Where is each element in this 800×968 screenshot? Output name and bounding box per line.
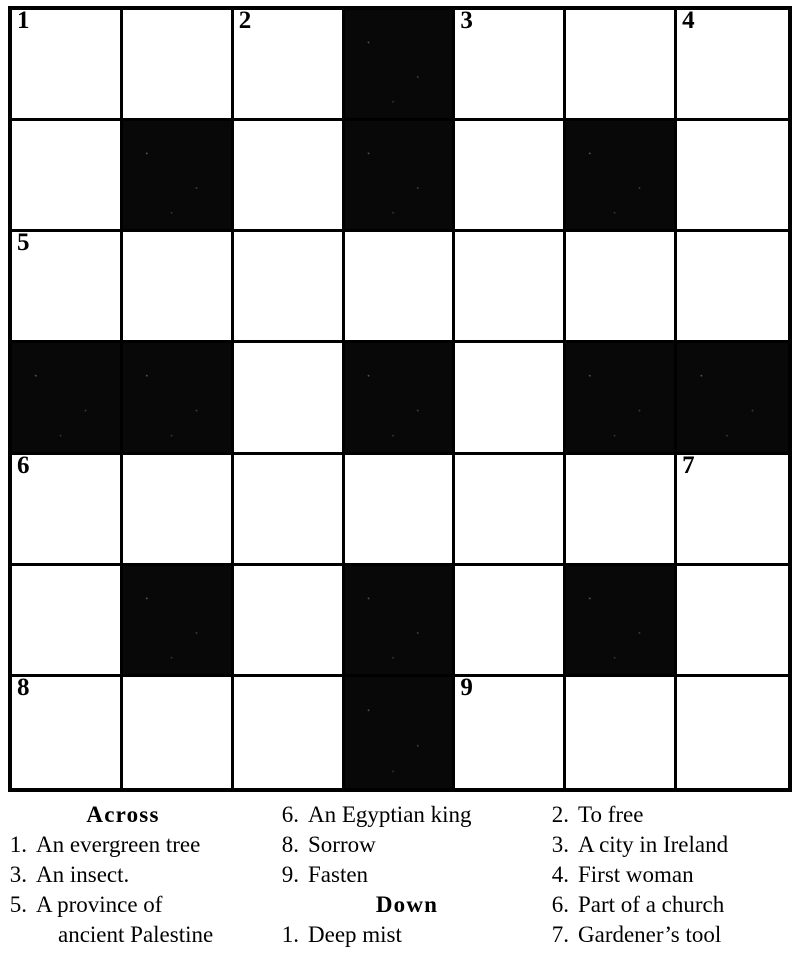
crossword-grid-container (8, 6, 792, 792)
grid-cell[interactable] (345, 455, 456, 566)
clue-text: An Egyptian king (308, 802, 472, 827)
clue-text: An evergreen tree (36, 831, 201, 857)
clue-item (274, 920, 540, 950)
clue-text: First woman (578, 861, 694, 887)
clue-text: Part of a church (578, 891, 725, 917)
grid-block-cell (123, 566, 234, 677)
clue-item (274, 830, 540, 860)
cell-number: 5 (17, 229, 29, 257)
grid-block-cell (566, 121, 677, 232)
clue-text: Gardener’s tool (578, 921, 722, 947)
grid-block-cell (345, 121, 456, 232)
grid-cell[interactable] (345, 232, 456, 343)
grid-cell[interactable] (566, 10, 677, 121)
grid-block-cell (12, 343, 123, 454)
grid-cell[interactable] (234, 455, 345, 566)
grid-cell[interactable] (234, 232, 345, 343)
clues-column-two (270, 800, 540, 968)
grid-cell[interactable] (677, 451, 788, 566)
clue-text: An insect. (36, 861, 130, 887)
grid-cell[interactable] (123, 455, 234, 566)
grid-cell[interactable] (455, 455, 566, 566)
clue-item (544, 890, 800, 920)
clue-number: 9. (281, 861, 299, 887)
grid-block-cell (345, 343, 456, 454)
clue-number: 3. (9, 861, 27, 887)
cell-number: 7 (682, 451, 695, 479)
clue-text: A city in Ireland (578, 831, 729, 857)
cell-number: 6 (17, 451, 29, 479)
grid-block-cell (566, 566, 677, 677)
across-heading: Across (86, 802, 160, 827)
grid-cell[interactable] (677, 121, 788, 232)
clues-column-one (0, 800, 270, 968)
grid-cell[interactable] (123, 232, 234, 343)
grid-block-cell (123, 343, 234, 454)
grid-block-cell (123, 121, 234, 232)
cell-number: 3 (460, 7, 473, 34)
cell-number: 8 (17, 673, 29, 701)
clue-number: 5. (9, 891, 27, 917)
clue-number: 6. (281, 802, 299, 827)
grid-cell[interactable] (455, 673, 566, 788)
crossword-grid[interactable] (8, 6, 792, 792)
grid-cell[interactable] (455, 232, 566, 343)
clue-text: Deep mist (308, 921, 402, 947)
grid-cell[interactable] (234, 7, 345, 121)
grid-cell[interactable] (566, 455, 677, 566)
grid-cell[interactable] (455, 566, 566, 677)
clue-number: 6. (551, 891, 569, 917)
clues-column-three (540, 800, 800, 968)
grid-block-cell (345, 10, 456, 121)
clue-item (274, 800, 540, 830)
clue-number: 3. (551, 831, 569, 857)
clues-section (0, 800, 800, 968)
clue-text-continued: ancient Palestine (58, 921, 214, 947)
clue-number: 8. (281, 831, 299, 857)
down-heading: Down (375, 891, 439, 917)
cell-number: 4 (682, 7, 695, 34)
clue-item (274, 860, 540, 890)
cell-number: 1 (17, 7, 29, 34)
grid-cell[interactable] (455, 7, 566, 121)
clue-text: Fasten (308, 861, 369, 887)
grid-cell[interactable] (234, 343, 345, 454)
grid-cell[interactable] (123, 10, 234, 121)
clue-item (544, 860, 800, 890)
grid-cell[interactable] (12, 566, 123, 677)
cell-number: 2 (238, 7, 251, 34)
clue-number: 1. (281, 921, 299, 947)
grid-block-cell (345, 566, 456, 677)
grid-cell[interactable] (123, 677, 234, 788)
grid-cell[interactable] (677, 232, 788, 343)
grid-cell[interactable] (12, 7, 123, 121)
clue-list-two (274, 800, 540, 949)
grid-cell[interactable] (455, 121, 566, 232)
grid-cell[interactable] (234, 677, 345, 788)
grid-cell[interactable] (234, 121, 345, 232)
clue-list-three (544, 800, 800, 949)
clue-text: To free (578, 802, 644, 827)
grid-cell[interactable] (12, 121, 123, 232)
grid-block-cell (677, 343, 788, 454)
grid-cell[interactable] (566, 232, 677, 343)
grid-cell[interactable] (566, 677, 677, 788)
grid-block-cell (566, 343, 677, 454)
clue-item (544, 920, 800, 950)
grid-block-cell (345, 677, 456, 788)
clue-item (2, 860, 270, 890)
grid-cell[interactable] (234, 566, 345, 677)
grid-cell[interactable] (12, 229, 123, 343)
grid-cell[interactable] (12, 673, 123, 788)
clue-item (2, 830, 270, 860)
clue-number: 2. (551, 802, 569, 827)
clue-text: A province of ancient Palestine (36, 890, 270, 950)
clue-number: 7. (551, 921, 569, 947)
clue-number: 1. (9, 831, 27, 857)
clue-item (544, 800, 800, 830)
clue-list-one (2, 830, 270, 950)
clue-number: 4. (551, 861, 569, 887)
grid-cell[interactable] (677, 7, 788, 121)
grid-cell[interactable] (455, 343, 566, 454)
grid-cell[interactable] (677, 677, 788, 788)
clue-text: Sorrow (308, 831, 376, 857)
clue-item (2, 890, 270, 950)
clue-item (544, 830, 800, 860)
cell-number: 9 (460, 673, 473, 701)
grid-cell[interactable] (12, 451, 123, 566)
grid-cell[interactable] (677, 566, 788, 677)
